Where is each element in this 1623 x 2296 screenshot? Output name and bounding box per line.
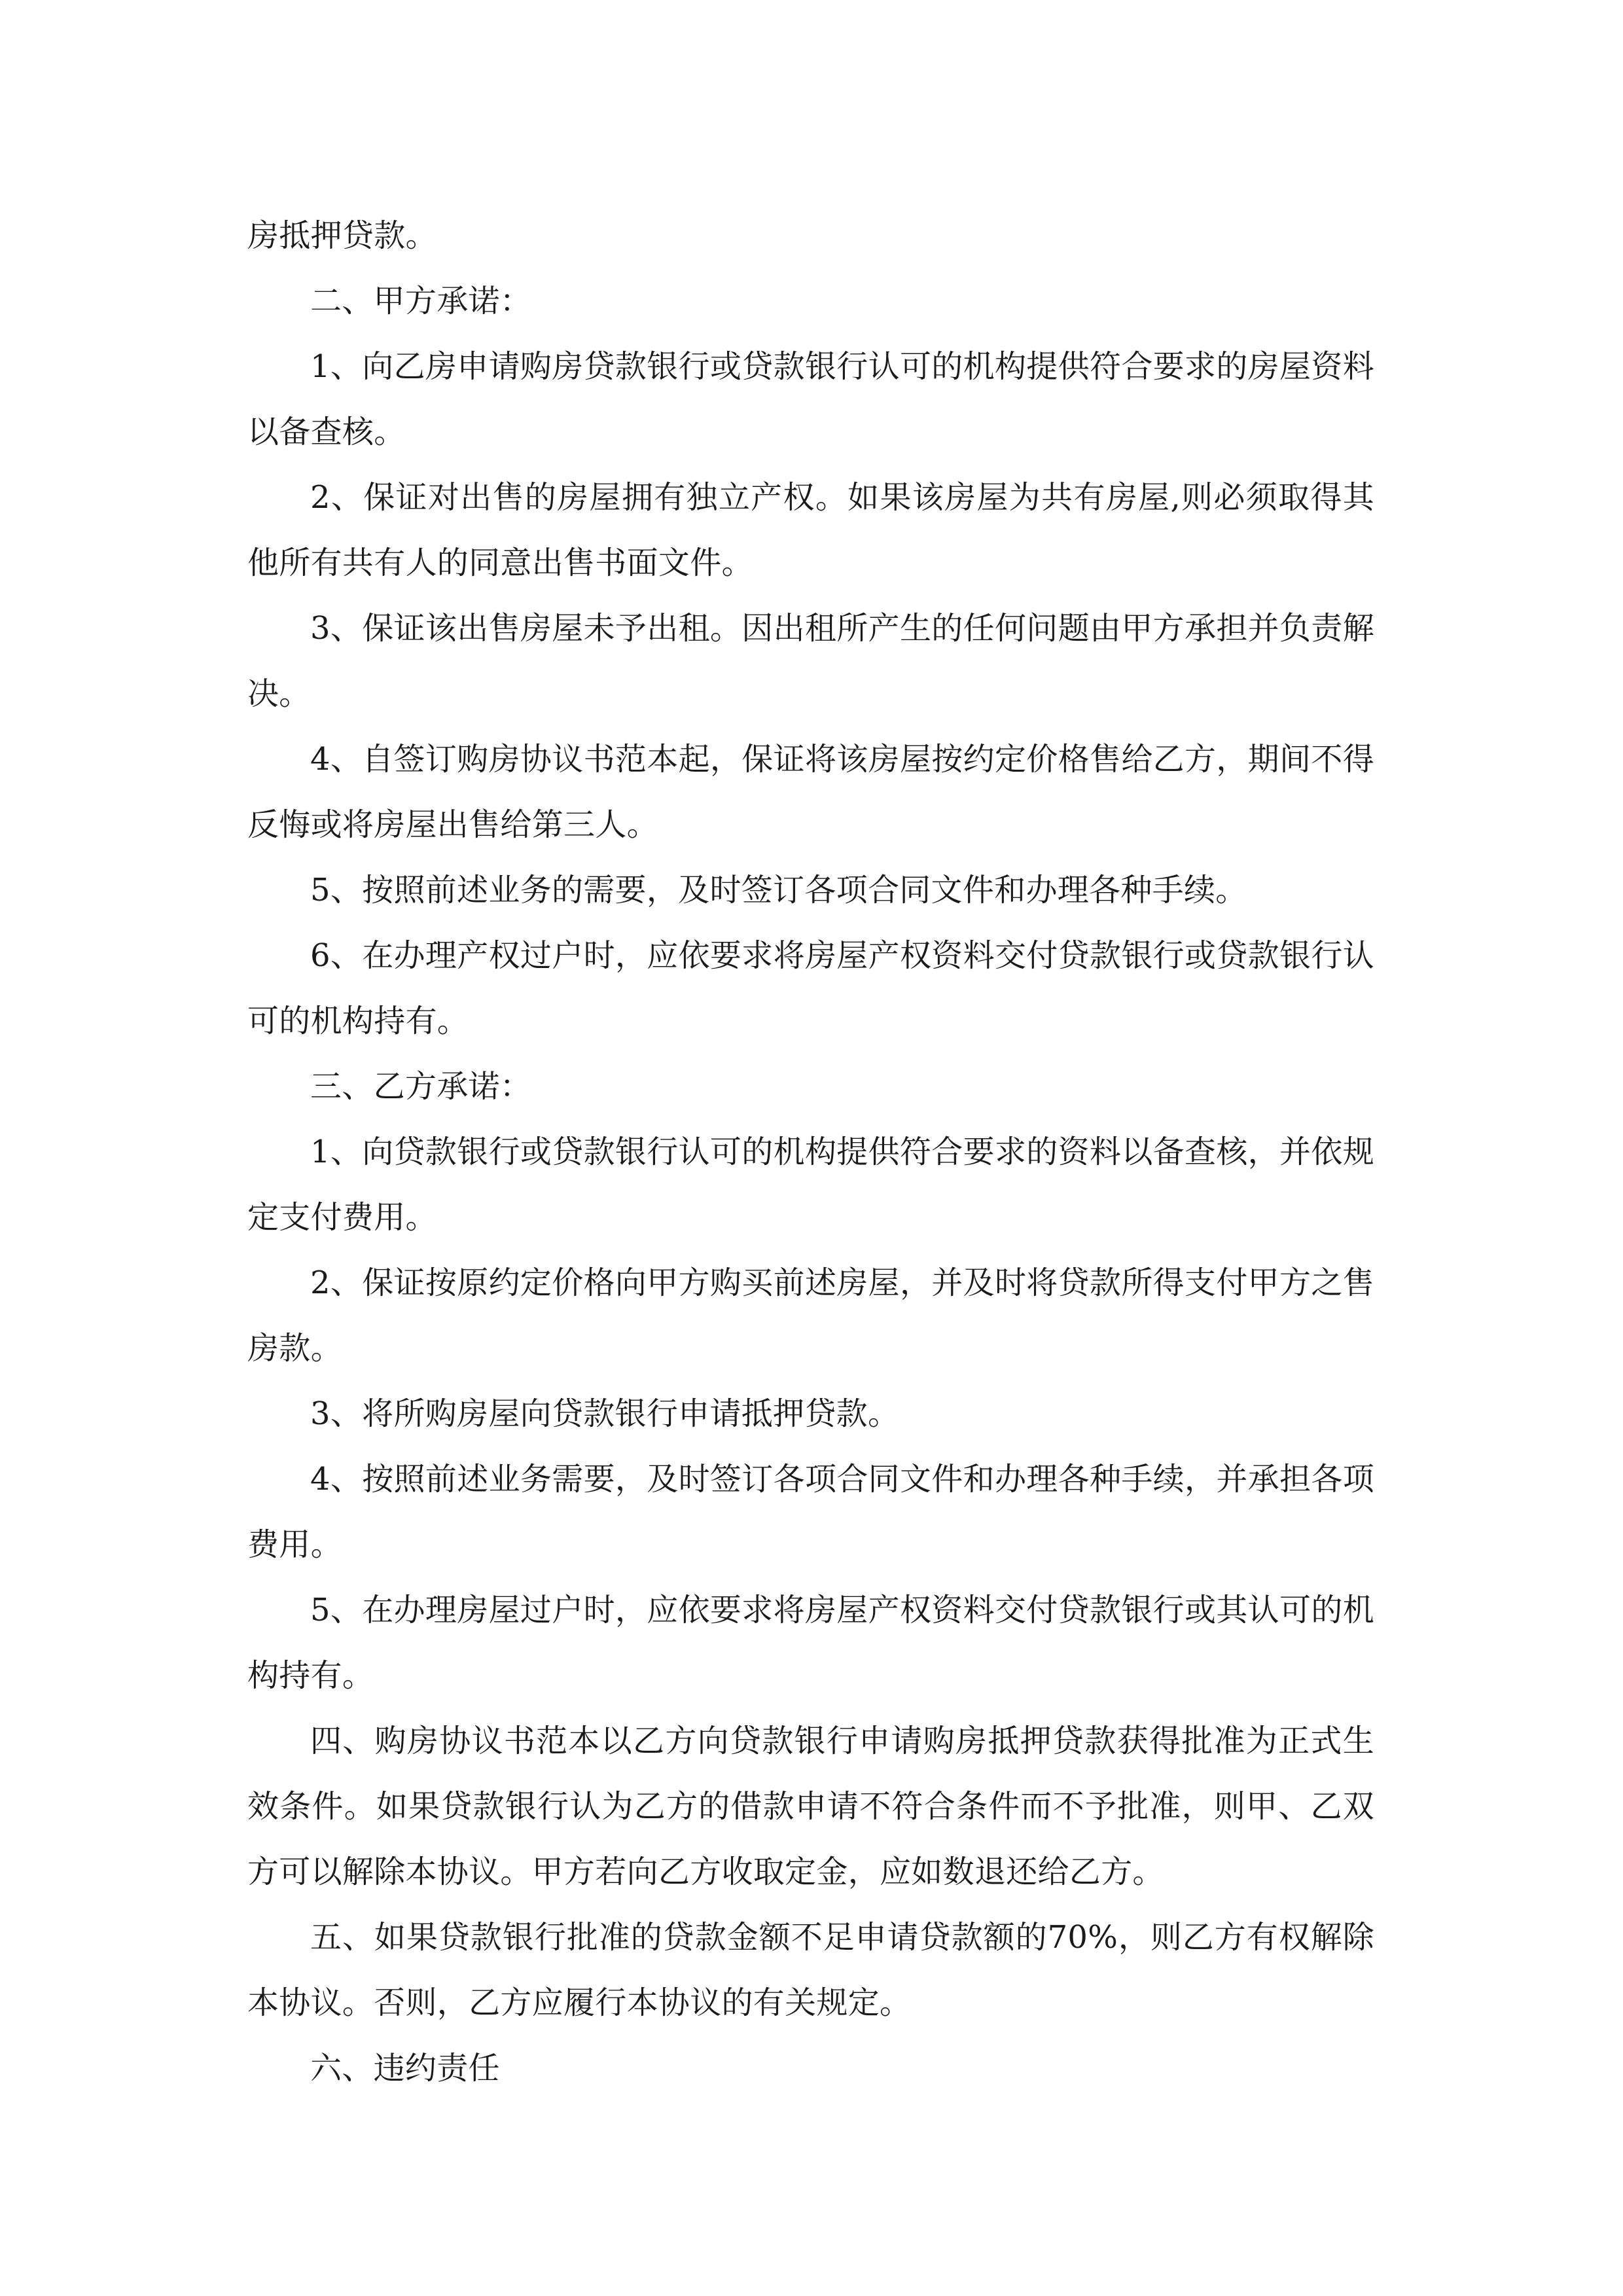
paragraph-b-4: 4、按照前述业务需要，及时签订各项合同文件和办理各种手续，并承担各项费用。 [247,1461,1374,1563]
paragraph-a-5: 5、按照前述业务的需要，及时签订各项合同文件和办理各种手续。 [310,872,1247,908]
paragraph-a-6: 6、在办理产权过户时，应依要求将房屋产权资料交付贷款银行或贷款银行认可的机构持有。 [247,937,1374,1039]
paragraph-a-1: 1、向乙房申请购房贷款银行或贷款银行认可的机构提供符合要求的房屋资料以备查核。 [247,348,1374,450]
section-four: 四、购房协议书范本以乙方向贷款银行申请购房抵押贷款获得批准为正式生效条件。如果贷款银行认为乙方的借款申请不符合条件而不予批准，则甲、乙双方可以解除本协议。甲方若向乙方收取定金，应如数退还给乙方。 [247,1723,1374,1890]
section-five: 五、如果贷款银行批准的贷款金额不足申请贷款额的70%，则乙方有权解除本协议。否则，乙方应履行本协议的有关规定。 [247,1919,1374,2021]
section-heading-party-a-commitments: 二、甲方承诺： [310,283,532,319]
paragraph-b-1: 1、向贷款银行或贷款银行认可的机构提供符合要求的资料以备查核，并依规定支付费用。 [247,1134,1374,1236]
paragraph-a-2: 2、保证对出售的房屋拥有独立产权。如果该房屋为共有房屋,则必须取得其他所有共有人的同意出售书面文件。 [247,479,1374,581]
paragraph-a-3: 3、保证该出售房屋未予出租。因出租所产生的任何问题由甲方承担并负责解决。 [247,610,1374,712]
paragraph-b-3: 3、将所购房屋向贷款银行申请抵押贷款。 [310,1395,900,1432]
paragraph-b-5: 5、在办理房屋过户时，应依要求将房屋产权资料交付贷款银行或其认可的机构持有。 [247,1592,1374,1694]
section-heading-breach-liability: 六、违约责任 [310,2050,500,2087]
section-heading-party-b-commitments: 三、乙方承诺： [310,1068,532,1105]
document-body [247,203,1374,2101]
paragraph-b-2: 2、保证按原约定价格向甲方购买前述房屋，并及时将贷款所得支付甲方之售房款。 [247,1265,1374,1367]
paragraph-continuation: 房抵押贷款。 [247,217,437,254]
paragraph-a-4: 4、自签订购房协议书范本起，保证将该房屋按约定价格售给乙方，期间不得反悔或将房屋出售给第三人。 [247,741,1374,843]
